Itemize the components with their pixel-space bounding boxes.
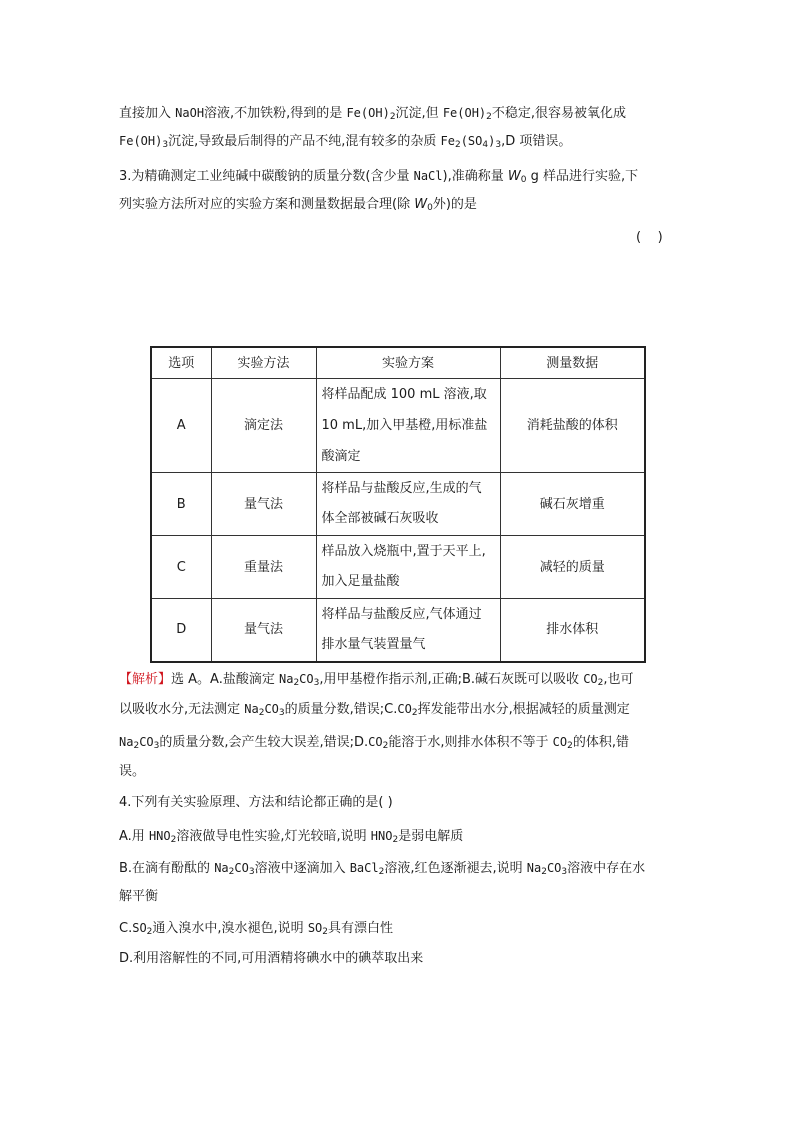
text-run: 溶液,红色逐渐褪去,说明	[384, 861, 527, 876]
variable: W	[507, 169, 521, 184]
analysis-line-2	[119, 699, 630, 720]
subscript: 3	[278, 708, 285, 718]
table-row	[151, 599, 645, 662]
formula: SO	[307, 921, 323, 935]
formula: HNO	[148, 829, 171, 843]
analysis-tag: 【解析】	[119, 672, 172, 687]
scheme-line: 样品放入烧瓶中,置于天平上,	[321, 544, 486, 559]
question-4-option-a	[119, 826, 463, 847]
text-run: ,用甲基橙作指示剂,正确;B.碱石灰既可以吸收	[319, 672, 584, 687]
text-run: 溶液中存在水	[567, 861, 646, 876]
subscript: 2	[411, 708, 418, 718]
text-run: 列实验方法所对应的实验方案和测量数据最合理(除	[119, 197, 415, 212]
subscript: 2	[170, 835, 177, 845]
answer-parentheses: ( )	[636, 230, 663, 245]
cell-method: 滴定法	[211, 379, 316, 473]
subscript: 2	[258, 708, 265, 718]
formula: Fe(OH)	[346, 106, 390, 120]
text-run: 挥发能带出水分,根据减轻的质量测定	[417, 702, 630, 717]
formula: Na	[214, 861, 229, 875]
question-4-option-b-line-2	[119, 887, 158, 907]
subscript: 3	[162, 140, 169, 150]
subscript: 2	[378, 867, 385, 877]
subscript: 2	[567, 741, 573, 751]
text-run: 的质量分数,错误;C.	[284, 702, 398, 717]
formula: CO	[139, 735, 154, 749]
text-run: 具有漂白性	[328, 921, 394, 936]
formula: BaCl	[349, 861, 379, 875]
question-4-stem	[119, 793, 393, 813]
subscript: 3	[248, 867, 255, 877]
formula: SO	[132, 921, 147, 935]
subscript: 3	[313, 678, 320, 688]
subscript: 2	[322, 927, 328, 937]
question-3-line-1	[119, 166, 638, 187]
table-row	[151, 536, 645, 599]
scheme-line: 将样品与盐酸反应,生成的气	[321, 481, 482, 496]
formula: Na	[526, 861, 542, 875]
text-run: g 样品进行实验,下	[526, 169, 639, 184]
cell-scheme	[316, 473, 500, 536]
analysis-line-3	[119, 732, 629, 753]
formula: CO	[583, 672, 598, 686]
scheme-line: 加入足量盐酸	[321, 574, 400, 589]
formula: CO	[397, 702, 412, 716]
table-header-row	[151, 347, 645, 379]
header-option: 选项	[151, 347, 211, 379]
formula: Na	[278, 672, 294, 686]
question-4-option-b-line-1	[119, 858, 645, 879]
text-run: 误。	[119, 764, 146, 779]
cell-data: 碱石灰增重	[500, 473, 645, 536]
text-run: 选 A。A.盐酸滴定	[171, 672, 279, 687]
text-run: 的体积,错	[572, 735, 629, 750]
formula: Na	[244, 702, 259, 716]
formula: Na	[119, 735, 134, 749]
cell-data: 排水体积	[500, 599, 645, 662]
scheme-line: 将样品配成 100 mL 溶液,取	[321, 387, 487, 402]
text-run: 溶液,不加铁粉,得到的是	[204, 106, 347, 121]
subscript: 0	[427, 203, 433, 213]
cell-option: B	[151, 473, 211, 536]
cell-scheme	[316, 536, 500, 599]
text-run: 是弱电解质	[398, 829, 464, 844]
text-run: D.利用溶解性的不同,可用酒精将碘水中的碘萃取出来	[119, 951, 424, 966]
question-4-option-c	[119, 918, 393, 939]
question-4-option-d	[119, 949, 423, 969]
formula: CO	[552, 735, 568, 749]
text-run: 沉淀,导致最后制得的产品不纯,混有较多的杂质	[168, 134, 441, 149]
subscript: 2	[293, 678, 300, 688]
scheme-line: 10 mL,加入甲基橙,用标准盐	[321, 418, 488, 433]
formula: HNO	[370, 829, 393, 843]
formula: (SO	[460, 134, 483, 148]
text-run: 不稳定,很容易被氧化成	[491, 106, 627, 121]
text-run: 能溶于水,则排水体积不等于	[388, 735, 553, 750]
header-data: 测量数据	[500, 347, 645, 379]
formula: CO	[234, 861, 249, 875]
text-run: C.	[119, 921, 133, 936]
text-run: 解平衡	[119, 889, 159, 904]
subscript: 3	[153, 741, 160, 751]
text-run: A.用	[119, 829, 149, 844]
text-run: 沉淀,但	[395, 106, 443, 121]
formula: CO	[368, 735, 383, 749]
question-3-line-2	[119, 195, 477, 215]
text-run: ,也可	[603, 672, 634, 687]
cell-method: 重量法	[211, 536, 316, 599]
analysis-line-4	[119, 762, 145, 782]
subscript: 4	[482, 140, 489, 150]
subscript: 3	[561, 867, 568, 877]
formula: )	[488, 134, 496, 148]
top-paragraph-line-1	[119, 103, 626, 124]
subscript: 2	[133, 741, 140, 751]
formula: Fe	[440, 134, 455, 148]
cell-option: D	[151, 599, 211, 662]
formula: Fe(OH)	[119, 134, 163, 148]
scheme-line: 排水量气装置量气	[321, 636, 426, 652]
formula: NaCl	[413, 169, 443, 183]
text-run: 溶液中逐滴加入	[254, 861, 350, 876]
scheme-line: 体全部被碱石灰吸收	[321, 511, 439, 526]
text-run: 通入溴水中,溴水褪色,说明	[152, 921, 308, 936]
scheme-line: 将样品与盐酸反应,气体通过	[321, 606, 482, 622]
text-run: ,D 项错误。	[501, 134, 572, 149]
subscript: 2	[146, 927, 153, 937]
subscript: 2	[392, 835, 399, 845]
cell-data: 消耗盐酸的体积	[500, 379, 645, 473]
subscript: 2	[228, 867, 235, 877]
cell-option: A	[151, 379, 211, 473]
table-row	[151, 379, 645, 473]
subscript: 2	[541, 867, 547, 877]
cell-scheme	[316, 379, 500, 473]
cell-method: 量气法	[211, 473, 316, 536]
table-row	[151, 473, 645, 536]
formula: CO	[299, 672, 314, 686]
variable: W	[414, 197, 428, 212]
cell-data: 减轻的质量	[500, 536, 645, 599]
cell-method: 量气法	[211, 599, 316, 662]
scheme-line: 酸滴定	[321, 449, 361, 464]
subscript: 2	[382, 741, 389, 751]
cell-option: C	[151, 536, 211, 599]
subscript: 3	[495, 140, 502, 150]
text-run: 的质量分数,会产生较大误差,错误;D.	[159, 735, 369, 750]
experiment-table	[150, 346, 646, 663]
text-run: 外)的是	[432, 197, 477, 212]
top-paragraph-line-2	[119, 131, 571, 152]
subscript: 2	[597, 678, 604, 688]
text-run: ),准确称量	[442, 169, 508, 184]
header-scheme: 实验方案	[316, 347, 500, 379]
cell-scheme	[316, 599, 500, 662]
formula: NaOH	[175, 106, 205, 120]
subscript: 2	[389, 112, 396, 122]
subscript: 0	[520, 175, 527, 185]
text-run: B.在滴有酚酞的	[119, 861, 215, 876]
text-run: 4.下列有关实验原理、方法和结论都正确的是( )	[119, 795, 393, 810]
text-run: 以吸收水分,无法测定	[119, 702, 245, 717]
analysis-line-1	[119, 669, 634, 690]
formula: Fe(OH)	[442, 106, 487, 120]
text-run: 溶液做导电性实验,灯光较暗,说明	[176, 829, 371, 844]
text-run: 直接加入	[119, 106, 176, 121]
subscript: 2	[486, 112, 492, 122]
header-method: 实验方法	[211, 347, 316, 379]
formula: CO	[546, 861, 562, 875]
text-run: 3.为精确测定工业纯碱中碳酸钠的质量分数(含少量	[119, 169, 414, 184]
subscript: 2	[454, 140, 461, 150]
formula: CO	[264, 702, 279, 716]
